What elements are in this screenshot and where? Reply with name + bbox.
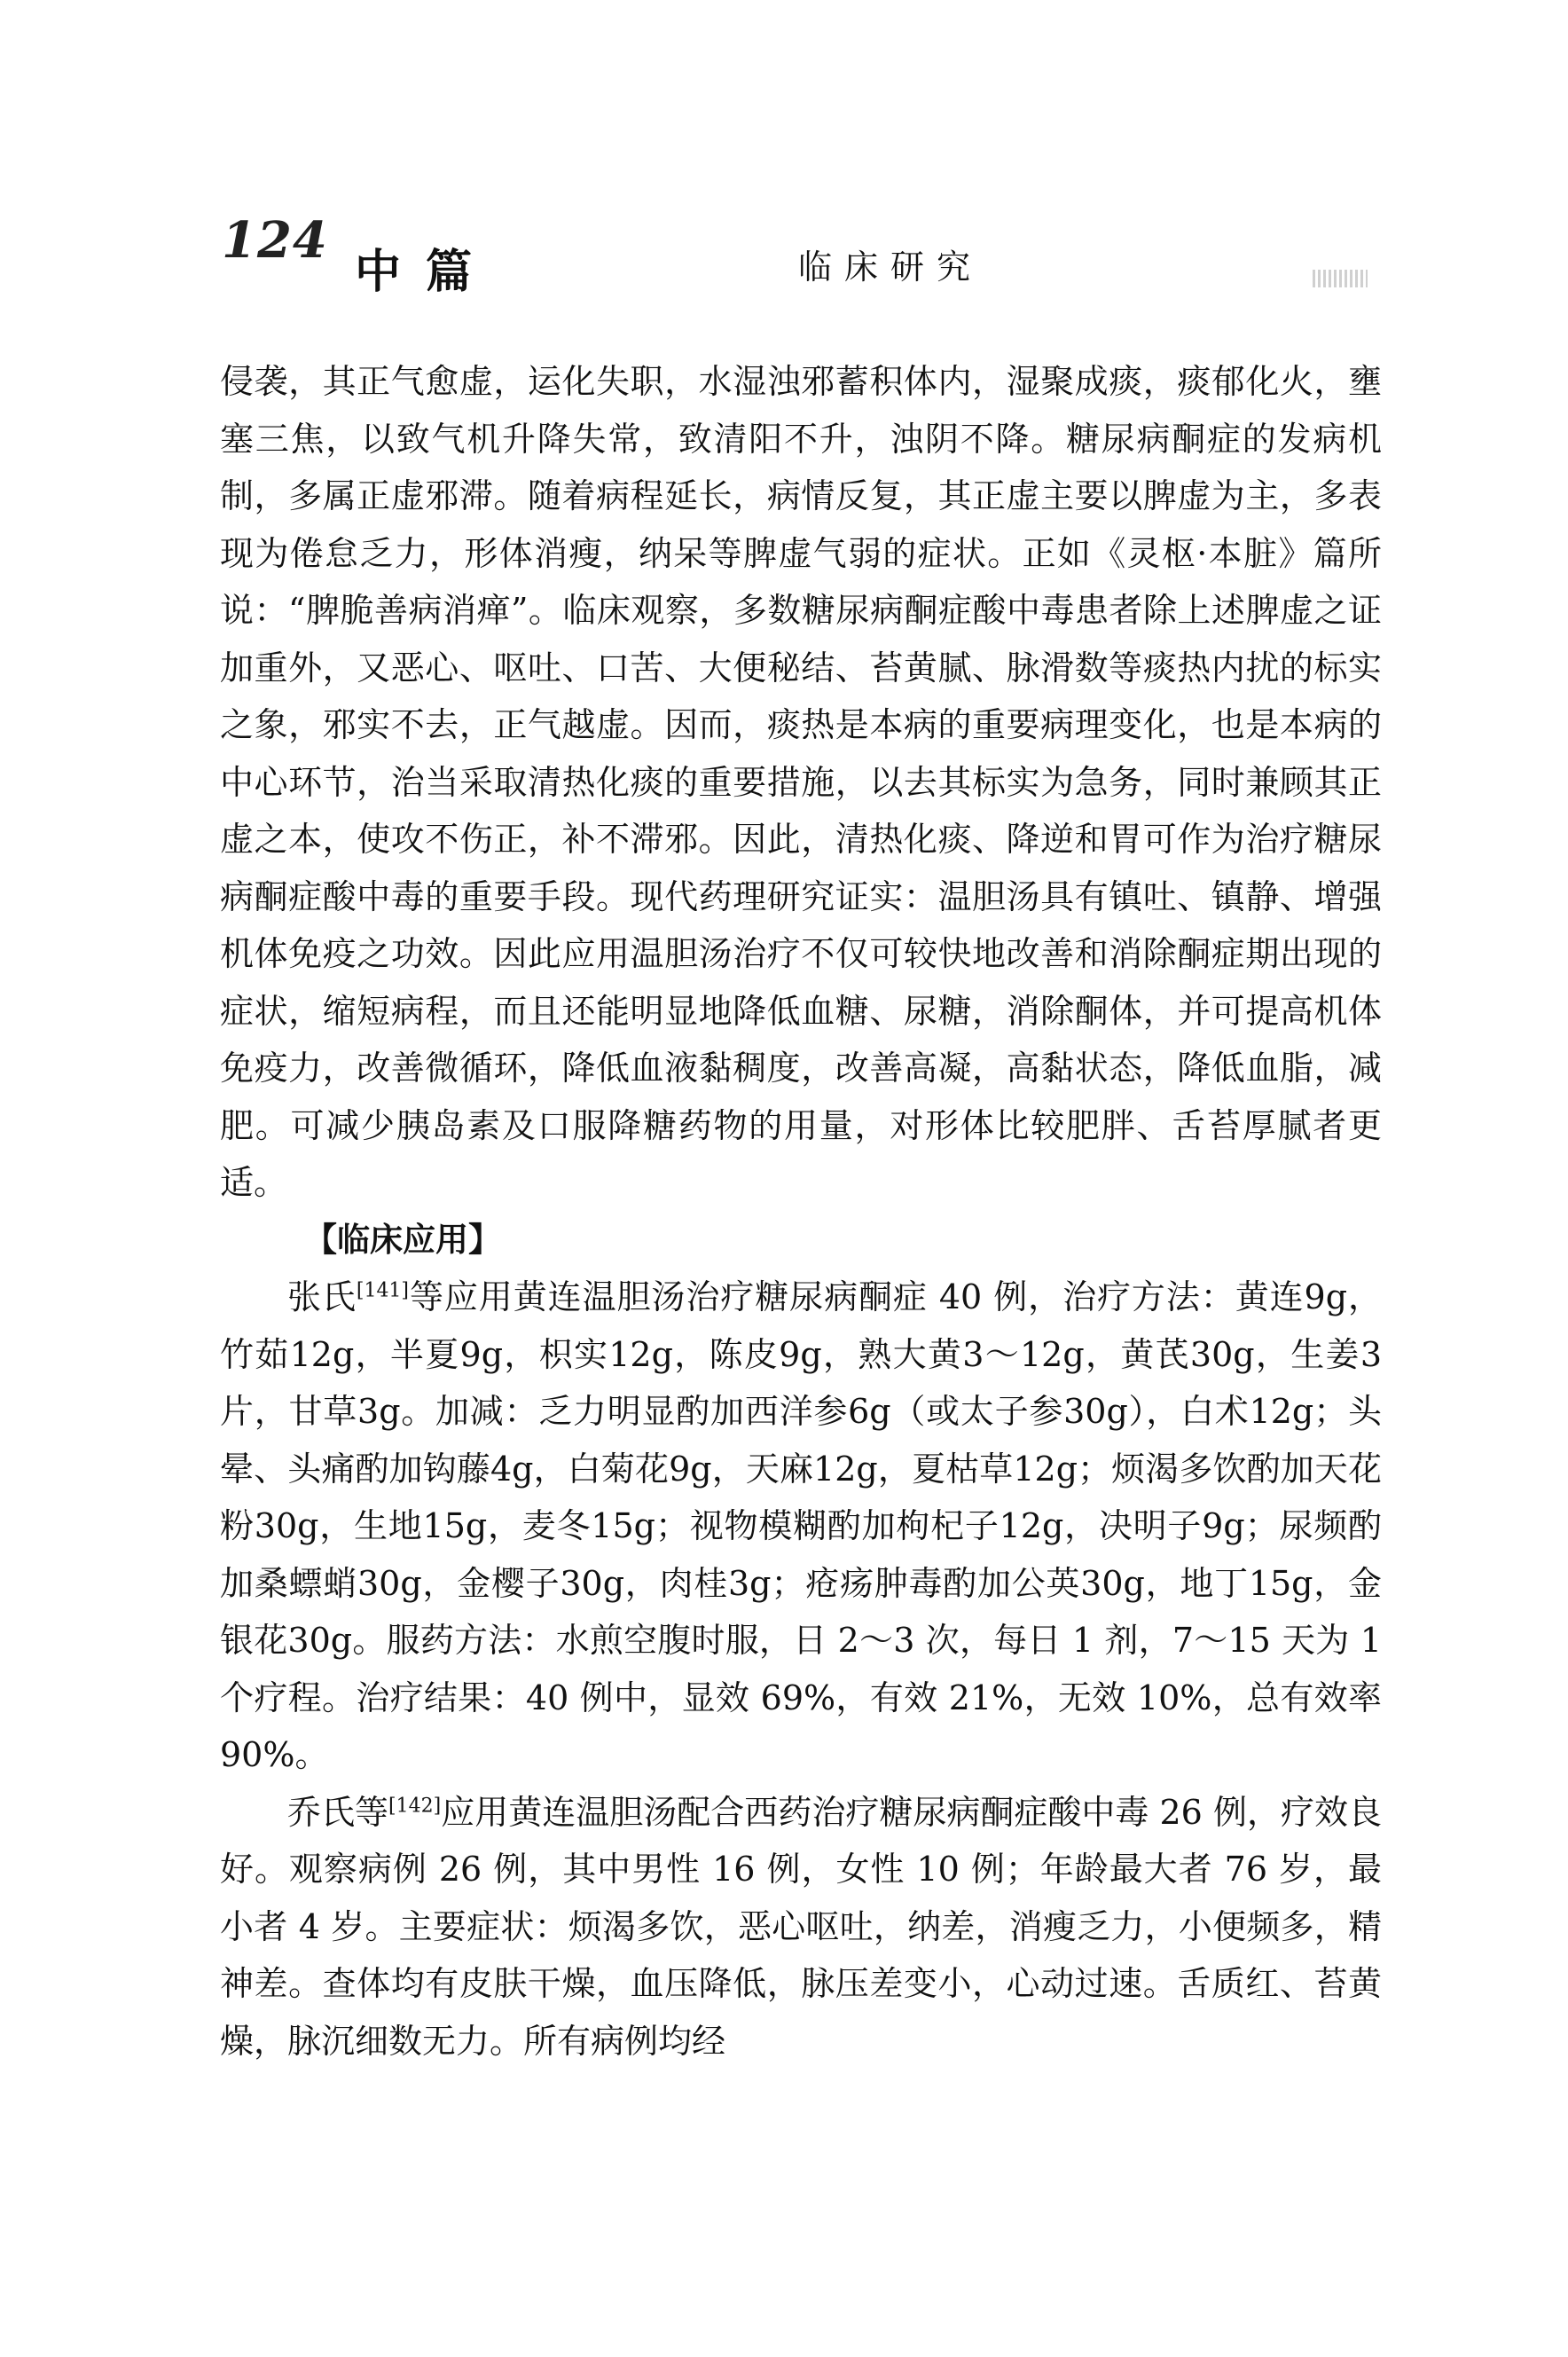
page-number: 124 — [222, 211, 328, 270]
case2-author: 乔氏等 — [287, 1792, 389, 1832]
case1-text: 等应用黄连温胆汤治疗糖尿病酮症 40 例，治疗方法：黄连9g，竹茹12g，半夏9g，枳实12g，陈皮9g，熟大黄3～12g，黄芪30g，生姜3片，甘草3g。加减：乏力明显酌加西洋参6g（或太子参30g），白术12g；头晕、头痛酌加钩藤4g，白菊花9g，天麻12g，夏枯草12g；烦渴多饮酌加天花粉30g，生地15g，麦冬15g；视物模糊酌加枸杞子12g，决明子9g；尿频酌加桑螵蛸30g，金樱子30g，肉桂3g；疮疡肿毒酌加公英30g，地丁15g，金银花30g。服药方法：水煎空腹时服，日 2～3 次，每日 1 剂，7～15 天为 1 个疗程。治疗结果：40 例中，显效 69%，有效 21%，无效 10%，总有效率 90%。 — [220, 1277, 1382, 1774]
scan-mark — [1313, 270, 1368, 287]
section-title: 临床研究 — [798, 247, 984, 287]
clinical-heading: 【临床应用】 — [304, 1220, 501, 1259]
intro-paragraph: 侵袭，其正气愈虚，运化失职，水湿浊邪蓄积体内，湿聚成痰，痰郁化火，壅塞三焦，以致气机升降失常，致清阳不升，浊阴不降。糖尿病酮症的发病机制，多属正虚邪滞。随着病程延长，病情反复，其正虚主要以脾虚为主，多表现为倦怠乏力，形体消瘦，纳呆等脾虚气弱的症状。正如《灵枢·本脏》篇所说：“脾脆善病消瘅”。临床观察，多数糖尿病酮症酸中毒患者除上述脾虚之证加重外，又恶心、呕吐、口苦、大便秘结、苔黄腻、脉滑数等痰热内扰的标实之象，邪实不去，正气越虚。因而，痰热是本病的重要病理变化，也是本病的中心环节，治当采取清热化痰的重要措施，以去其标实为急务，同时兼顾其正虚之本，使攻不伤正，补不滞邪。因此，清热化痰、降逆和胃可作为治疗糖尿病酮症酸中毒的重要手段。现代药理研究证实：温胆汤具有镇吐、镇静、增强机体免疫之功效。因此应用温胆汤治疗不仅可较快地改善和消除酮症期出现的症状，缩短病程，而且还能明显地降低血糖、尿糖，消除酮体，并可提高机体免疫力，改善微循环，降低血液黏稠度，改善高凝，高黏状态，降低血脂，减肥。可减少胰岛素及口服降糖药物的用量，对形体比较肥胖、舌苔厚腻者更适。 — [220, 362, 1382, 1202]
case1-ref: [141] — [356, 1279, 410, 1302]
part-title: 中篇 — [355, 246, 498, 299]
case-paragraph-2 — [220, 1784, 1382, 2070]
case2-text: 应用黄连温胆汤配合西药治疗糖尿病酮症酸中毒 26 例，疗效良好。观察病例 26 例，其中男性 16 例，女性 10 例；年龄最大者 76 岁，最小者 4 岁。主要症状：烦渴多饮，恶心呕吐，纳差，消瘦乏力，小便频多，精神差。查体均有皮肤干燥，血压降低，脉压差变小，心动过速。舌质红、苔黄燥，脉沉细数无力。所有病例均经 — [220, 1792, 1382, 2061]
case1-author: 张氏 — [287, 1277, 357, 1316]
page-body — [220, 353, 1382, 2070]
case-paragraph-1 — [220, 1269, 1382, 1784]
case2-ref: [142] — [388, 1794, 442, 1817]
running-header — [222, 211, 1375, 300]
